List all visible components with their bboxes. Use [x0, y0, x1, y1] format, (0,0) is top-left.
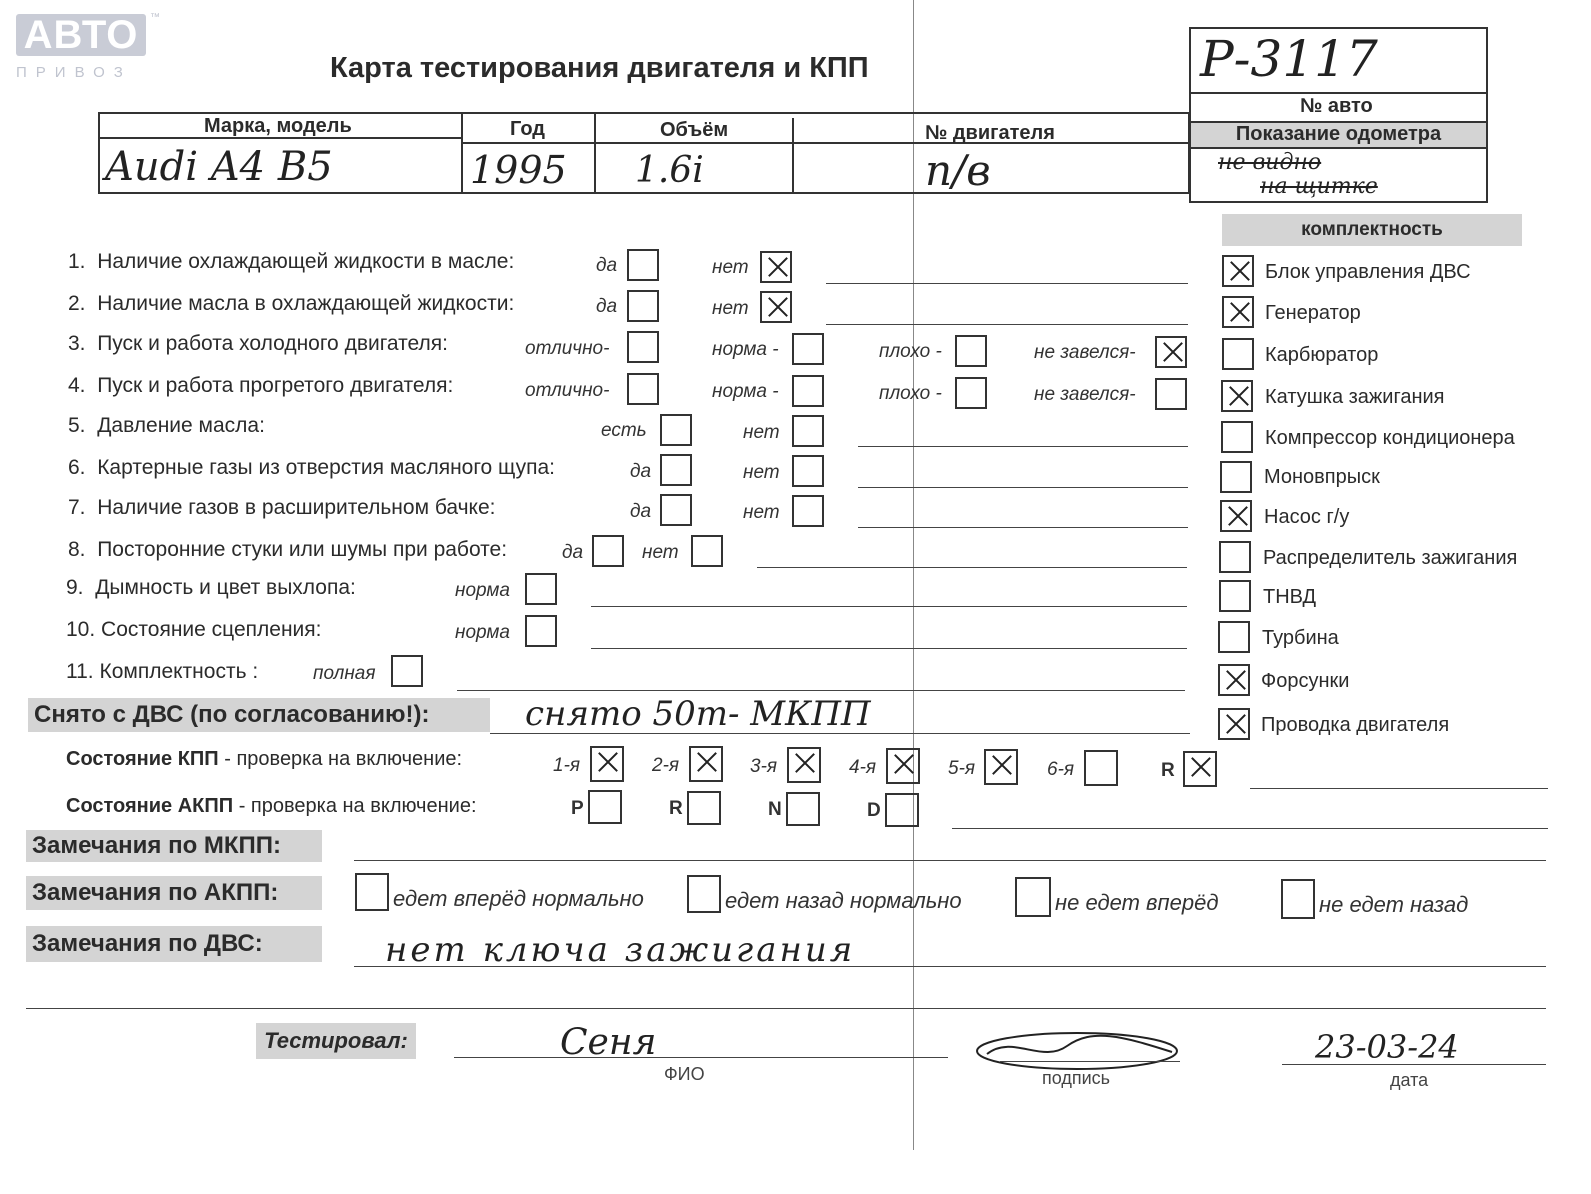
- header-volume: Объём: [660, 119, 729, 141]
- checkbox-q4-not-started[interactable]: [1155, 378, 1187, 410]
- question-8: [68, 538, 507, 562]
- gear-label: 5-я: [948, 758, 976, 779]
- akpp-label: Состояние АКПП - проверка на включение:: [66, 795, 477, 817]
- question-num: 7.: [68, 496, 86, 519]
- comp-label: ТНВД: [1263, 586, 1317, 608]
- fio-line: [454, 1057, 948, 1058]
- checkbox-q8-yes[interactable]: [592, 535, 624, 567]
- removed-value: снято 50т- МКПП: [525, 694, 871, 734]
- question-num: 8.: [68, 538, 86, 561]
- comp-box-9[interactable]: [1219, 580, 1251, 612]
- answer-line: [457, 690, 1185, 691]
- comp-box-11[interactable]: [1218, 664, 1250, 696]
- comp-box-6[interactable]: [1220, 461, 1252, 493]
- table-col-sep-1: [461, 112, 463, 194]
- avto-logo: АВТО: [16, 14, 146, 56]
- answer-line: [826, 324, 1188, 325]
- akpp-option-label: едет вперёд нормально: [393, 886, 644, 911]
- option-label: да: [596, 255, 618, 276]
- comp-box-4[interactable]: [1221, 380, 1253, 412]
- option-label: норма -: [712, 339, 779, 360]
- comp-label: Проводка двигателя: [1261, 714, 1450, 736]
- tested-label: Тестировал:: [264, 1028, 408, 1053]
- option-label: нет: [642, 542, 679, 563]
- question-num: 5.: [68, 414, 86, 437]
- question-num: 10.: [66, 618, 96, 641]
- checkbox-q9-normal[interactable]: [525, 573, 557, 605]
- comp-label: Моновпрыск: [1264, 466, 1380, 488]
- checkbox-q4-bad[interactable]: [955, 377, 987, 409]
- akpp-no-back-box[interactable]: [1281, 879, 1315, 919]
- remarks-akpp-header: [26, 876, 322, 910]
- checkbox-q7-no[interactable]: [792, 495, 824, 527]
- remarks-mkpp-line: [354, 860, 1546, 861]
- comp-box-1[interactable]: [1222, 255, 1254, 287]
- answer-line: [858, 527, 1188, 528]
- akpp-back-ok-box[interactable]: [687, 875, 721, 913]
- checkbox-q4-excellent[interactable]: [627, 373, 659, 405]
- checkbox-q6-no[interactable]: [792, 455, 824, 487]
- comp-label: Генератор: [1265, 302, 1361, 324]
- question-text: Посторонние стуки или шумы при работе:: [97, 538, 508, 561]
- akpp-box-d[interactable]: [885, 793, 919, 827]
- car-number-label: № авто: [1300, 95, 1373, 117]
- gear-box-6[interactable]: [1084, 750, 1118, 786]
- question-num: 1.: [68, 250, 86, 273]
- comp-box-12[interactable]: [1218, 708, 1250, 740]
- checkbox-q4-normal[interactable]: [792, 375, 824, 407]
- question-num: 9.: [66, 576, 84, 599]
- gear-box-5[interactable]: [984, 749, 1018, 785]
- akpp-pos-label: N: [768, 799, 782, 820]
- answer-line: [858, 446, 1188, 447]
- question-7: [68, 496, 496, 520]
- option-label: не завелся-: [1034, 384, 1136, 405]
- checkbox-q1-no[interactable]: [760, 251, 792, 283]
- question-6: [68, 456, 555, 480]
- gear-box-2[interactable]: [689, 746, 723, 782]
- comp-label: Форсунки: [1261, 670, 1350, 692]
- question-11: [66, 660, 258, 684]
- gear-label: 3-я: [750, 756, 778, 777]
- akpp-no-forward-box[interactable]: [1015, 877, 1051, 917]
- comp-label: Турбина: [1262, 627, 1339, 649]
- answer-line: [591, 606, 1187, 607]
- option-label: да: [630, 461, 652, 482]
- comp-box-2[interactable]: [1222, 296, 1254, 328]
- question-num: 4.: [68, 374, 86, 397]
- question-text: Пуск и работа прогретого двигателя:: [97, 374, 454, 397]
- gear-box-r[interactable]: [1183, 751, 1217, 787]
- removed-line: [490, 733, 1190, 734]
- akpp-box-r[interactable]: [687, 791, 721, 825]
- question-num: 11.: [66, 660, 94, 683]
- checkbox-q10-normal[interactable]: [525, 615, 557, 647]
- checkbox-q11-full[interactable]: [391, 655, 423, 687]
- option-label: не завелся-: [1034, 342, 1136, 363]
- checkbox-q3-normal[interactable]: [792, 333, 824, 365]
- option-label: нет: [743, 502, 780, 523]
- checkbox-q3-not-started[interactable]: [1155, 336, 1187, 368]
- comp-box-5[interactable]: [1221, 421, 1253, 453]
- completeness-header: [1222, 214, 1522, 246]
- tested-header: [256, 1023, 416, 1059]
- comp-label: Блок управления ДВС: [1265, 261, 1471, 283]
- answer-line: [858, 487, 1188, 488]
- option-label: плохо -: [879, 383, 942, 404]
- answer-line: [591, 648, 1187, 649]
- gear-label: 1-я: [553, 755, 581, 776]
- gear-label: 4-я: [849, 757, 877, 778]
- option-label: нет: [712, 257, 749, 278]
- checkbox-q5-yes[interactable]: [660, 414, 692, 446]
- akpp-box-p[interactable]: [588, 790, 622, 824]
- option-label: отлично-: [525, 338, 610, 359]
- option-label: норма: [455, 580, 510, 601]
- header-make: Марка, модель: [204, 115, 352, 137]
- tester-name: Сеня: [560, 1022, 657, 1063]
- date-value: 23-03-24: [1315, 1028, 1459, 1066]
- akpp-option-label: едет назад нормально: [725, 888, 962, 913]
- date-line: [1282, 1064, 1546, 1065]
- checkbox-q5-no[interactable]: [792, 415, 824, 447]
- answer-line: [757, 567, 1187, 568]
- gear-label: R: [1161, 760, 1175, 781]
- question-text: Наличие газов в расширительном бачке:: [97, 496, 496, 519]
- comp-label: Катушка зажигания: [1265, 386, 1445, 408]
- gear-box-3[interactable]: [787, 747, 821, 783]
- question-1: [68, 250, 514, 274]
- akpp-box-n[interactable]: [786, 792, 820, 826]
- odometer-label: Показание одометра: [1235, 123, 1442, 145]
- question-text: Пуск и работа холодного двигателя:: [97, 332, 448, 355]
- checkbox-q3-excellent[interactable]: [627, 331, 659, 363]
- option-label: да: [630, 501, 652, 522]
- option-label: полная: [313, 663, 376, 684]
- remarks-extra-line: [26, 1008, 1546, 1009]
- remarks-dvs-header: [26, 926, 322, 962]
- logo-subtitle: ПРИВОЗ: [16, 64, 132, 81]
- logo-tm: ™: [150, 12, 160, 23]
- signature-line: [1000, 1061, 1180, 1062]
- checkbox-q8-no[interactable]: [691, 535, 723, 567]
- date-caption: дата: [1390, 1070, 1429, 1090]
- page-title: Карта тестирования двигателя и КПП: [330, 52, 869, 84]
- option-label: да: [596, 296, 618, 317]
- question-text: Состояние сцепления:: [101, 618, 322, 641]
- question-text: Наличие охлаждающей жидкости в масле:: [97, 250, 515, 273]
- option-label: норма: [455, 622, 510, 643]
- question-10: [66, 618, 321, 642]
- option-label: нет: [712, 298, 749, 319]
- question-9: [66, 576, 356, 600]
- akpp-pos-label: D: [867, 800, 881, 821]
- gear-box-1[interactable]: [590, 746, 624, 782]
- value-year: 1995: [470, 148, 567, 192]
- remarks-dvs-value: нет ключа зажигания: [385, 930, 856, 970]
- checkbox-q2-no[interactable]: [760, 291, 792, 323]
- remarks-mkpp-header: [26, 830, 322, 862]
- comp-label: Карбюратор: [1265, 344, 1379, 366]
- comp-box-7[interactable]: [1220, 500, 1252, 532]
- removed-header: [28, 698, 490, 732]
- question-num: 6.: [68, 456, 86, 479]
- option-label: да: [562, 542, 584, 563]
- checkbox-q7-yes[interactable]: [660, 494, 692, 526]
- option-label: нет: [743, 462, 780, 483]
- akpp-option-label: не едет вперёд: [1055, 890, 1219, 915]
- comp-label: Насос г/у: [1264, 506, 1350, 528]
- table-divider-2: [462, 142, 1190, 144]
- removed-label: Снято с ДВС (по согласованию!):: [34, 701, 430, 728]
- question-text: Наличие масла в охлаждающей жидкости:: [97, 292, 515, 315]
- value-make: Audi A4 B5: [105, 144, 333, 190]
- akpp-pos-label: P: [571, 798, 584, 819]
- remarks-mkpp-label: Замечания по МКПП:: [32, 832, 282, 859]
- fio-caption: ФИО: [664, 1064, 705, 1084]
- akpp-option-label: не едет назад: [1319, 892, 1469, 917]
- akpp-pos-label: R: [669, 798, 683, 819]
- signature-drawing: [972, 1024, 1182, 1074]
- question-text: Картерные газы из отверстия масляного щупа:: [97, 456, 555, 479]
- comp-box-3[interactable]: [1222, 338, 1254, 370]
- option-label: нет: [743, 422, 780, 443]
- gear-label: 6-я: [1047, 759, 1075, 780]
- option-label: плохо -: [879, 341, 942, 362]
- checkbox-q3-bad[interactable]: [955, 335, 987, 367]
- remarks-dvs-line: [354, 966, 1546, 967]
- question-text: Комплектность :: [99, 660, 259, 683]
- remarks-akpp-label: Замечания по АКПП:: [32, 879, 279, 906]
- checkbox-q2-yes[interactable]: [627, 290, 659, 322]
- gear-label: 2-я: [652, 755, 680, 776]
- table-col-sep-3: [792, 118, 794, 194]
- question-text: Давление масла:: [97, 414, 265, 437]
- value-volume: 1.6i: [635, 150, 704, 191]
- question-2: [68, 292, 514, 316]
- odometer-value-2: на щитке: [1260, 174, 1378, 199]
- option-label: есть: [601, 420, 647, 441]
- question-num: 3.: [68, 332, 86, 355]
- sign-caption: подпись: [1042, 1068, 1111, 1088]
- question-3: [68, 332, 448, 356]
- completeness-title: комплектность: [1301, 219, 1443, 240]
- question-4: [68, 374, 453, 398]
- akpp-forward-ok-box[interactable]: [355, 873, 389, 911]
- question-text: Дымность и цвет выхлопа:: [95, 576, 356, 599]
- question-5: [68, 414, 265, 438]
- header-engine-no: № двигателя: [925, 122, 1055, 144]
- comp-label: Распределитель зажигания: [1263, 547, 1518, 569]
- kpp-label: Состояние КПП - проверка на включение:: [66, 748, 463, 770]
- comp-box-10[interactable]: [1218, 621, 1250, 653]
- checkbox-q1-yes[interactable]: [627, 249, 659, 281]
- answer-line: [826, 283, 1188, 284]
- odometer-header: [1191, 121, 1486, 149]
- question-num: 2.: [68, 292, 86, 315]
- car-number-divider: [1189, 92, 1488, 94]
- kpp-line: [1250, 788, 1548, 789]
- odometer-value-1: не видно: [1218, 150, 1322, 175]
- car-number-value: Р-3117: [1200, 30, 1378, 88]
- table-col-sep-2: [594, 114, 596, 194]
- value-engine-no: п/в: [925, 146, 991, 195]
- option-label: норма -: [712, 381, 779, 402]
- option-label: отлично-: [525, 380, 610, 401]
- checkbox-q6-yes[interactable]: [660, 454, 692, 486]
- akpp-line: [952, 828, 1548, 829]
- comp-label: Компрессор кондиционера: [1265, 427, 1515, 449]
- gear-box-4[interactable]: [886, 748, 920, 784]
- remarks-dvs-label: Замечания по ДВС:: [32, 930, 263, 957]
- header-year: Год: [510, 118, 545, 140]
- comp-box-8[interactable]: [1219, 541, 1251, 573]
